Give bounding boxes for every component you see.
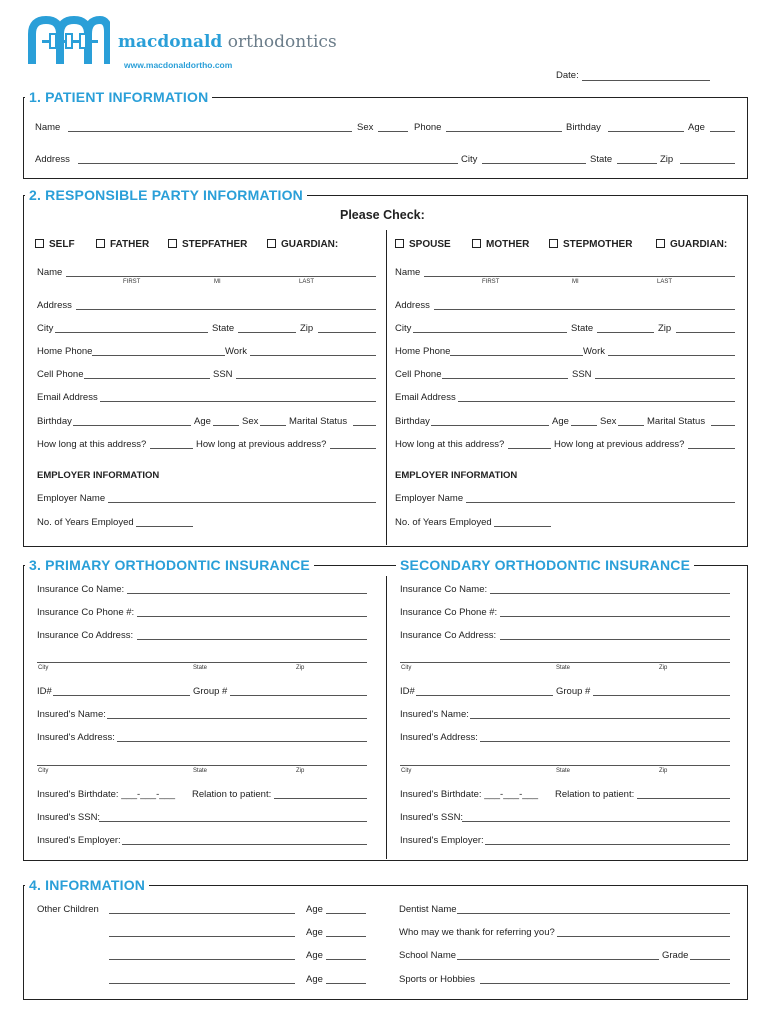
sports-label: Sports or Hobbies (399, 974, 476, 985)
sec-ssn-label: Insured's SSN: (400, 812, 464, 823)
sec-co-address-label: Insurance Co Address: (400, 630, 497, 641)
date-field[interactable] (582, 80, 710, 81)
checkbox-mother-label: MOTHER (486, 239, 530, 250)
resp-right-ssn-field[interactable] (595, 378, 735, 379)
pri-co-name-field[interactable] (127, 593, 367, 594)
resp-left-birthday-field[interactable] (73, 425, 191, 426)
resp-left-work-label: Work (225, 346, 247, 357)
resp-right-address-field[interactable] (434, 309, 735, 310)
pri-birthdate-text: Insured's Birthdate: (37, 789, 119, 800)
patient-city-field[interactable] (482, 163, 586, 164)
resp-left-sex-field[interactable] (260, 425, 286, 426)
patient-state-field[interactable] (617, 163, 657, 164)
sec-employer-label: Insured's Employer: (400, 835, 484, 846)
resp-left-home-phone-label: Home Phone (37, 346, 93, 357)
resp-right-employer-heading: EMPLOYER INFORMATION (395, 470, 518, 481)
info-heading: 4. INFORMATION (25, 877, 149, 893)
patient-city-label: City (461, 154, 478, 165)
sec-co-phone-label: Insurance Co Phone #: (400, 607, 498, 618)
resp-left-last-caption: LAST (299, 279, 315, 285)
resp-right-employer-name-field[interactable] (466, 502, 735, 503)
child-3-field[interactable] (109, 959, 295, 960)
resp-right-home-phone-field[interactable] (450, 355, 583, 356)
checkbox-spouse[interactable] (395, 239, 451, 250)
school-field[interactable] (457, 959, 659, 960)
sports-field[interactable] (480, 983, 730, 984)
sec-relation-field[interactable] (637, 798, 730, 799)
patient-address-label: Address (35, 154, 70, 165)
checkbox-father-label: FATHER (110, 239, 150, 250)
resp-right-marital-label: Marital Status (647, 416, 706, 427)
checkbox-guardian-right-label: GUARDIAN: (670, 239, 728, 250)
resp-right-email-field[interactable] (458, 401, 735, 402)
sec-co-state-caption: State (556, 665, 571, 671)
resp-left-city-field[interactable] (55, 332, 208, 333)
resp-right-years-label: No. of Years Employed (395, 517, 492, 528)
resp-left-howlong-prev-label: How long at previous address? (196, 439, 327, 450)
sec-id-field[interactable] (416, 695, 553, 696)
resp-right-home-phone-label: Home Phone (395, 346, 451, 357)
responsible-divider (386, 230, 387, 545)
patient-section (23, 97, 748, 179)
resp-right-zip-label: Zip (658, 323, 672, 334)
child-2-age-field[interactable] (326, 936, 366, 937)
child-4-age-label: Age (306, 974, 323, 985)
checkbox-stepfather[interactable] (168, 239, 247, 250)
resp-left-ssn-label: SSN (213, 369, 233, 380)
resp-right-age-field[interactable] (571, 425, 597, 426)
resp-left-age-label: Age (194, 416, 211, 427)
checkbox-self[interactable] (35, 239, 75, 250)
resp-left-state-label: State (212, 323, 235, 334)
child-3-age-label: Age (306, 950, 323, 961)
sec-insured-name-field[interactable] (470, 718, 730, 719)
resp-right-employer-name-label: Employer Name (395, 493, 464, 504)
dentist-label: Dentist Name (399, 904, 457, 915)
resp-left-mi-caption: MI (214, 279, 221, 285)
checkbox-guardian-left-label: GUARDIAN: (281, 239, 339, 250)
resp-left-sex-label: Sex (242, 416, 259, 427)
patient-address-field[interactable] (78, 163, 458, 164)
sec-employer-field[interactable] (485, 844, 730, 845)
grade-label: Grade (662, 950, 689, 961)
resp-left-years-label: No. of Years Employed (37, 517, 134, 528)
resp-left-name-label: Name (37, 267, 63, 278)
pri-insured-state-caption: State (193, 768, 208, 774)
sec-co-phone-field[interactable] (500, 616, 730, 617)
resp-left-home-phone-field[interactable] (92, 355, 225, 356)
resp-right-address-label: Address (395, 300, 430, 311)
checkbox-self-label: SELF (49, 239, 75, 250)
resp-right-state-field[interactable] (597, 332, 654, 333)
resp-right-first-caption: FIRST (482, 279, 500, 285)
resp-left-years-field[interactable] (136, 526, 193, 527)
resp-right-howlong-prev-label: How long at previous address? (554, 439, 685, 450)
resp-right-birthday-field[interactable] (431, 425, 549, 426)
sec-co-city-caption: City (401, 665, 412, 671)
pri-ssn-label: Insured's SSN: (37, 812, 101, 823)
resp-left-state-field[interactable] (238, 332, 296, 333)
sec-insured-name-label: Insured's Name: (400, 709, 469, 720)
child-2-age-label: Age (306, 927, 323, 938)
resp-right-name-label: Name (395, 267, 421, 278)
pri-insured-address-label: Insured's Address: (37, 732, 115, 743)
resp-right-last-caption: LAST (657, 279, 673, 285)
child-1-age-field[interactable] (326, 913, 366, 914)
primary-insurance-heading: 3. PRIMARY ORTHODONTIC INSURANCE (25, 557, 314, 573)
resp-right-city-field[interactable] (413, 332, 567, 333)
resp-right-city-label: City (395, 323, 412, 334)
website-link[interactable]: www.macdonaldortho.com (124, 60, 233, 70)
resp-left-employer-name-label: Employer Name (37, 493, 106, 504)
pri-group-field[interactable] (230, 695, 367, 696)
resp-left-email-field[interactable] (100, 401, 376, 402)
patient-name-field[interactable] (68, 131, 352, 132)
sec-insured-city-line[interactable] (400, 765, 730, 766)
pri-insured-city-caption: City (38, 768, 49, 774)
sec-co-name-label: Insurance Co Name: (400, 584, 488, 595)
resp-right-work-field[interactable] (608, 355, 735, 356)
resp-left-ssn-field[interactable] (236, 378, 376, 379)
resp-left-age-field[interactable] (213, 425, 239, 426)
pri-co-city-caption: City (38, 665, 49, 671)
date-label: Date: (556, 70, 579, 81)
resp-right-email-label: Email Address (395, 392, 456, 403)
pri-co-address-field[interactable] (137, 639, 367, 640)
resp-right-ssn-label: SSN (572, 369, 592, 380)
resp-right-marital-field[interactable] (711, 425, 735, 426)
logo-mark-icon (28, 14, 110, 66)
resp-right-howlong-field[interactable] (508, 448, 551, 449)
dentist-field[interactable] (457, 913, 730, 914)
resp-right-howlong-label: How long at this address? (395, 439, 505, 450)
resp-right-state-label: State (571, 323, 594, 334)
pri-insured-city-line[interactable] (37, 765, 367, 766)
resp-left-employer-name-field[interactable] (108, 502, 376, 503)
sec-co-name-field[interactable] (490, 593, 730, 594)
pri-relation-field[interactable] (274, 798, 367, 799)
checkbox-stepmother[interactable] (549, 239, 632, 250)
child-1-age-label: Age (306, 904, 323, 915)
brand-name-light: orthodontics (227, 32, 337, 52)
resp-right-age-label: Age (552, 416, 569, 427)
child-1-field[interactable] (109, 913, 295, 914)
pri-co-name-label: Insurance Co Name: (37, 584, 125, 595)
school-label: School Name (399, 950, 457, 961)
resp-right-zip-field[interactable] (676, 332, 735, 333)
sec-insured-address-field[interactable] (480, 741, 730, 742)
patient-phone-label: Phone (414, 122, 442, 133)
resp-right-name-field[interactable] (424, 276, 735, 277)
resp-right-birthday-label: Birthday (395, 416, 430, 427)
resp-left-cell-label: Cell Phone (37, 369, 84, 380)
other-children-label: Other Children (37, 904, 99, 915)
sec-group-field[interactable] (593, 695, 730, 696)
resp-left-cell-field[interactable] (84, 378, 210, 379)
patient-sex-label: Sex (357, 122, 374, 133)
checkbox-guardian-left[interactable] (267, 239, 338, 250)
sec-birthdate-label (400, 789, 538, 800)
responsible-heading: 2. RESPONSIBLE PARTY INFORMATION (25, 187, 307, 203)
referral-field[interactable] (557, 936, 730, 937)
resp-left-zip-field[interactable] (318, 332, 376, 333)
patient-name-label: Name (35, 122, 61, 133)
pri-employer-label: Insured's Employer: (37, 835, 121, 846)
checkbox-stepfather-label: STEPFATHER (182, 239, 248, 250)
sec-birthdate-blank[interactable]: ___-___-___ (484, 789, 539, 800)
resp-left-marital-label: Marital Status (289, 416, 348, 427)
pri-insured-name-label: Insured's Name: (37, 709, 106, 720)
pri-birthdate-blank[interactable]: ___-___-___ (121, 789, 176, 800)
sec-id-label: ID# (400, 686, 415, 697)
patient-zip-field[interactable] (680, 163, 735, 164)
checkbox-spouse-label: SPOUSE (409, 239, 451, 250)
child-4-field[interactable] (109, 983, 295, 984)
resp-left-name-field[interactable] (66, 276, 376, 277)
resp-left-address-label: Address (37, 300, 72, 311)
resp-left-zip-label: Zip (300, 323, 314, 334)
resp-left-first-caption: FIRST (123, 279, 141, 285)
brand-name (118, 32, 337, 52)
resp-right-years-field[interactable] (494, 526, 551, 527)
pri-co-address-label: Insurance Co Address: (37, 630, 134, 641)
resp-right-mi-caption: MI (572, 279, 579, 285)
insurance-divider (386, 576, 387, 859)
pri-co-phone-label: Insurance Co Phone #: (37, 607, 135, 618)
logo (28, 14, 110, 66)
patient-age-field[interactable] (710, 131, 735, 132)
sec-insured-zip-caption: Zip (659, 768, 668, 774)
pri-employer-field[interactable] (122, 844, 367, 845)
child-4-age-field[interactable] (326, 983, 366, 984)
child-3-age-field[interactable] (326, 959, 366, 960)
pri-birthdate-label (37, 789, 175, 800)
patient-heading: 1. PATIENT INFORMATION (25, 89, 212, 105)
resp-right-sex-label: Sex (600, 416, 617, 427)
referral-label: Who may we thank for referring you? (399, 927, 555, 938)
pri-ssn-field[interactable] (99, 821, 367, 822)
pri-co-phone-field[interactable] (137, 616, 367, 617)
sec-group-label: Group # (556, 686, 591, 697)
pri-insured-zip-caption: Zip (296, 768, 305, 774)
checkbox-father[interactable] (96, 239, 149, 250)
resp-left-howlong-label: How long at this address? (37, 439, 147, 450)
sec-co-zip-caption: Zip (659, 665, 668, 671)
resp-left-email-label: Email Address (37, 392, 98, 403)
sec-insured-state-caption: State (556, 768, 571, 774)
pri-insured-name-field[interactable] (107, 718, 367, 719)
patient-sex-field[interactable] (378, 131, 408, 132)
resp-right-sex-field[interactable] (618, 425, 644, 426)
resp-left-work-field[interactable] (250, 355, 376, 356)
resp-right-howlong-prev-field[interactable] (688, 448, 735, 449)
sec-ssn-field[interactable] (462, 821, 730, 822)
pri-co-state-caption: State (193, 665, 208, 671)
sec-co-address-field[interactable] (500, 639, 730, 640)
pri-insured-address-field[interactable] (117, 741, 367, 742)
resp-left-birthday-label: Birthday (37, 416, 72, 427)
grade-field[interactable] (690, 959, 730, 960)
patient-age-label: Age (688, 122, 705, 133)
child-2-field[interactable] (109, 936, 295, 937)
checkbox-guardian-right[interactable] (656, 239, 727, 250)
pri-id-field[interactable] (53, 695, 190, 696)
sec-co-city-line[interactable] (400, 662, 730, 663)
sec-insured-city-caption: City (401, 768, 412, 774)
resp-right-work-label: Work (583, 346, 605, 357)
patient-birthday-label: Birthday (566, 122, 601, 133)
resp-right-cell-label: Cell Phone (395, 369, 442, 380)
secondary-insurance-heading: SECONDARY ORTHODONTIC INSURANCE (396, 557, 694, 573)
resp-left-howlong-prev-field[interactable] (330, 448, 376, 449)
resp-left-employer-heading: EMPLOYER INFORMATION (37, 470, 160, 481)
resp-left-marital-field[interactable] (353, 425, 376, 426)
resp-right-cell-field[interactable] (442, 378, 568, 379)
resp-left-howlong-field[interactable] (150, 448, 193, 449)
sec-insured-address-label: Insured's Address: (400, 732, 478, 743)
sec-birthdate-text: Insured's Birthdate: (400, 789, 482, 800)
pri-co-zip-caption: Zip (296, 665, 305, 671)
pri-group-label: Group # (193, 686, 228, 697)
brand-name-bold: macdonald (118, 32, 223, 52)
resp-left-address-field[interactable] (76, 309, 376, 310)
checkbox-mother[interactable] (472, 239, 529, 250)
pri-id-label: ID# (37, 686, 52, 697)
please-check-label: Please Check: (340, 208, 425, 222)
patient-birthday-field[interactable] (608, 131, 684, 132)
pri-co-city-line[interactable] (37, 662, 367, 663)
patient-state-label: State (590, 154, 613, 165)
patient-zip-label: Zip (660, 154, 674, 165)
checkbox-stepmother-label: STEPMOTHER (563, 239, 633, 250)
sec-relation-label: Relation to patient: (555, 789, 635, 800)
resp-left-city-label: City (37, 323, 54, 334)
patient-phone-field[interactable] (446, 131, 562, 132)
pri-relation-label: Relation to patient: (192, 789, 272, 800)
